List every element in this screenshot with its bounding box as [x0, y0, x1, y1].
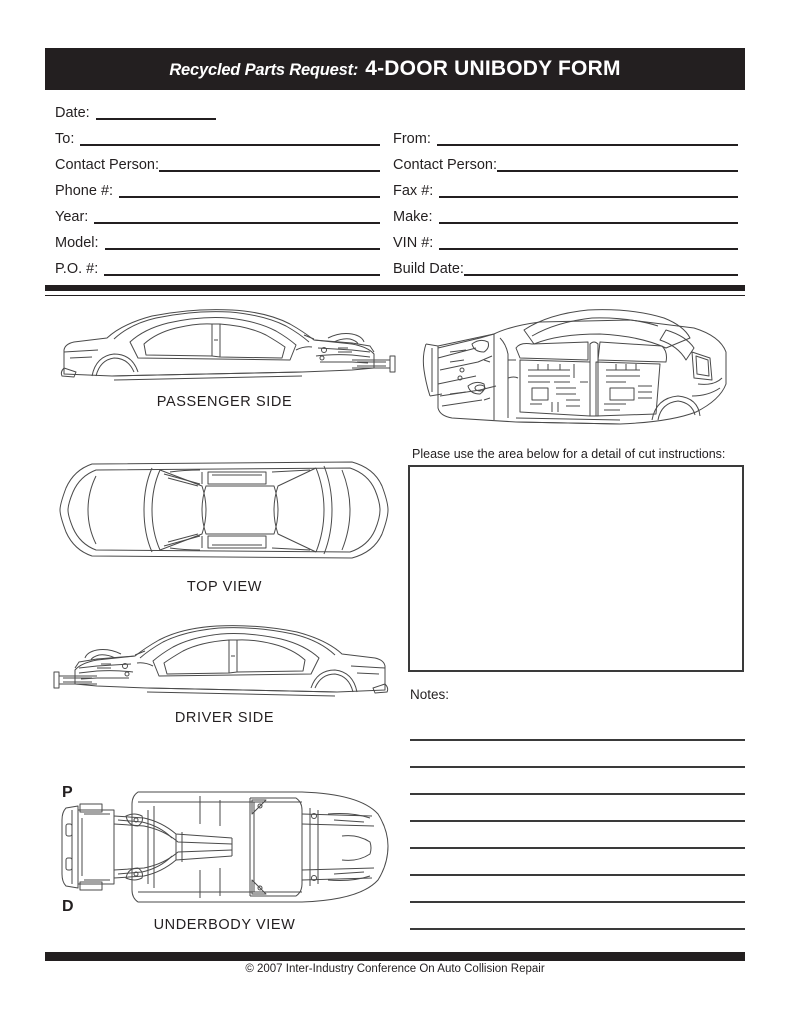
field-input-po-number[interactable] — [104, 274, 380, 276]
field-input-contact-person-to[interactable] — [159, 170, 380, 172]
diagram-caption-passenger-side: PASSENGER SIDE — [156, 394, 293, 410]
field-label-vin: VIN #: — [393, 235, 434, 251]
field-row-model[interactable] — [55, 228, 380, 254]
note-line[interactable] — [410, 741, 745, 768]
field-row-make[interactable] — [393, 202, 738, 228]
car-cutaway-isometric-icon — [420, 300, 745, 435]
footer-bar — [45, 952, 745, 961]
diagram-driver-side — [52, 618, 397, 726]
section-divider-thin — [45, 295, 745, 296]
underbody-marker-passenger: P — [62, 784, 73, 801]
note-line[interactable] — [410, 876, 745, 903]
diagram-top-view — [52, 442, 397, 595]
header-title-group — [169, 57, 620, 81]
diagram-cutaway — [420, 300, 745, 435]
field-input-from[interactable] — [437, 144, 738, 146]
field-label-build-date: Build Date: — [393, 261, 464, 277]
field-row-date[interactable] — [55, 98, 380, 124]
field-label-date: Date: — [55, 105, 90, 121]
field-label-po-number: P.O. #: — [55, 261, 99, 277]
field-row-po-number[interactable] — [55, 254, 380, 280]
page-title: 4-DOOR UNIBODY FORM — [365, 57, 621, 80]
field-input-to[interactable] — [80, 144, 380, 146]
cut-instructions-label: Please use the area below for a detail of cut instructions: — [412, 447, 726, 461]
page-header-bar — [45, 48, 745, 90]
field-row-phone[interactable] — [55, 176, 380, 202]
car-side-view-passenger-icon — [52, 302, 397, 392]
form-fields-area — [0, 98, 791, 283]
field-label-make: Make: — [393, 209, 433, 225]
field-label-from: From: — [393, 131, 431, 147]
section-divider-thick — [45, 285, 745, 291]
diagram-caption-top-view: TOP VIEW — [186, 579, 263, 595]
field-input-model[interactable] — [105, 248, 380, 250]
field-label-contact-person-from: Contact Person: — [393, 157, 497, 173]
note-line[interactable] — [410, 822, 745, 849]
cut-instructions-box[interactable] — [408, 465, 744, 672]
field-label-fax: Fax #: — [393, 183, 434, 199]
form-right-column — [393, 124, 738, 280]
field-row-contact-person-to[interactable] — [55, 150, 380, 176]
field-label-contact-person-to: Contact Person: — [55, 157, 159, 173]
note-line[interactable] — [410, 903, 745, 930]
field-label-phone: Phone #: — [55, 183, 114, 199]
footer-copyright: © 2007 Inter-Industry Conference On Auto Collision Repair — [245, 963, 545, 975]
field-row-year[interactable] — [55, 202, 380, 228]
notes-label: Notes: — [410, 687, 450, 702]
field-input-date[interactable] — [96, 118, 216, 120]
diagram-caption-driver-side: DRIVER SIDE — [174, 710, 275, 726]
field-input-build-date[interactable] — [464, 274, 738, 276]
notes-lines — [410, 714, 745, 957]
field-input-fax[interactable] — [439, 196, 738, 198]
header-prefix: Recycled Parts Request: — [169, 61, 359, 79]
note-line[interactable] — [410, 849, 745, 876]
diagram-caption-underbody-view: UNDERBODY VIEW — [153, 917, 296, 933]
underbody-marker-driver: D — [62, 898, 74, 915]
field-row-from[interactable] — [393, 124, 738, 150]
field-label-to: To: — [55, 131, 75, 147]
field-input-contact-person-from[interactable] — [497, 170, 738, 172]
diagram-underbody-view — [52, 780, 397, 933]
field-label-year: Year: — [55, 209, 89, 225]
note-line[interactable] — [410, 768, 745, 795]
field-row-contact-person-from[interactable] — [393, 150, 738, 176]
field-input-make[interactable] — [439, 222, 739, 224]
note-line[interactable] — [410, 795, 745, 822]
field-row-vin[interactable] — [393, 228, 738, 254]
field-label-model: Model: — [55, 235, 99, 251]
field-row-to[interactable] — [55, 124, 380, 150]
car-side-view-driver-icon — [52, 618, 397, 708]
note-line[interactable] — [410, 714, 745, 741]
diagram-passenger-side — [52, 302, 397, 410]
field-row-build-date[interactable] — [393, 254, 738, 280]
field-input-year[interactable] — [94, 222, 380, 224]
field-input-phone[interactable] — [119, 196, 380, 198]
field-row-fax[interactable] — [393, 176, 738, 202]
car-top-view-icon — [52, 442, 397, 577]
form-left-column — [55, 98, 380, 280]
car-underbody-view-icon — [52, 780, 397, 915]
field-input-vin[interactable] — [439, 248, 738, 250]
